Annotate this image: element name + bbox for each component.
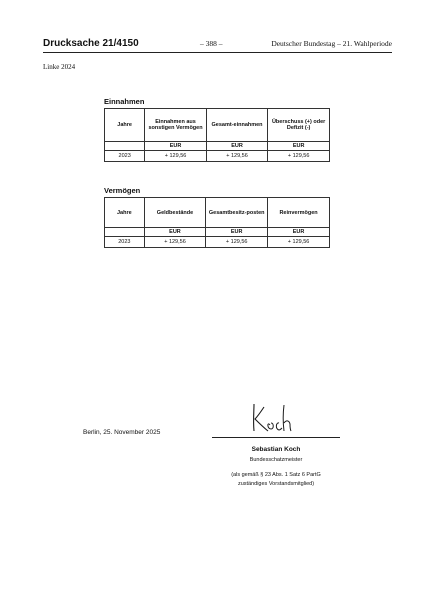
income-unit-cell: EUR <box>206 142 267 151</box>
document-number: Drucksache 21/4150 <box>43 38 139 49</box>
assets-unit-cell: EUR <box>206 228 268 237</box>
income-data-row <box>105 151 330 162</box>
page-header <box>43 38 392 53</box>
assets-data-cell: + 129,56 <box>268 237 330 248</box>
income-header-cell: Jahre <box>105 109 145 142</box>
signatory-note-line-2: zuständiges Vorstandsmitglied) <box>237 481 315 487</box>
income-unit-row <box>105 142 330 151</box>
assets-data-row <box>105 237 330 248</box>
income-unit-cell: EUR <box>268 142 330 151</box>
assets-data-cell: + 129,56 <box>206 237 268 248</box>
assets-table <box>104 197 330 248</box>
income-header-cell: Gesamt-einnahmen <box>206 109 267 142</box>
assets-header-cell: Jahre <box>105 198 145 228</box>
signature-line <box>212 437 340 438</box>
income-unit-cell: EUR <box>145 142 207 151</box>
assets-data-cell: 2023 <box>105 237 145 248</box>
assets-unit-cell <box>105 228 145 237</box>
assets-unit-cell: EUR <box>144 228 206 237</box>
place-date: Berlin, 25. November 2025 <box>83 429 161 436</box>
income-header-cell: Überschuss (+) oder Defizit (-) <box>268 109 330 142</box>
income-unit-cell <box>105 142 145 151</box>
income-header-cell: Einnahmen aus sonstigen Vermögen <box>145 109 207 142</box>
party-year-line: Linke 2024 <box>43 63 76 71</box>
assets-header-cell: Geldbestände <box>144 198 206 228</box>
publisher-line: Deutscher Bundestag – 21. Wahlperiode <box>271 39 392 48</box>
signatory-note-line-1: (als gemäß § 23 Abs. 1 Satz 6 PartG <box>231 472 321 478</box>
income-section-title: Einnahmen <box>104 97 145 106</box>
assets-section-title: Vermögen <box>104 186 141 195</box>
assets-header-cell: Reinvermögen <box>268 198 330 228</box>
income-data-cell: + 129,56 <box>145 151 207 162</box>
handwritten-signature <box>248 401 292 435</box>
assets-unit-cell: EUR <box>268 228 330 237</box>
income-data-cell: 2023 <box>105 151 145 162</box>
income-header-row <box>105 109 330 142</box>
signatory-name: Sebastian Koch <box>251 446 301 453</box>
page-number: – 388 – <box>200 39 223 48</box>
assets-unit-row <box>105 228 330 237</box>
assets-data-cell: + 129,56 <box>144 237 206 248</box>
income-table <box>104 108 330 162</box>
income-data-cell: + 129,56 <box>268 151 330 162</box>
assets-header-cell: Gesamtbesitz-posten <box>206 198 268 228</box>
assets-header-row <box>105 198 330 228</box>
signatory-role: Bundesschatzmeister <box>249 457 303 463</box>
income-data-cell: + 129,56 <box>206 151 267 162</box>
